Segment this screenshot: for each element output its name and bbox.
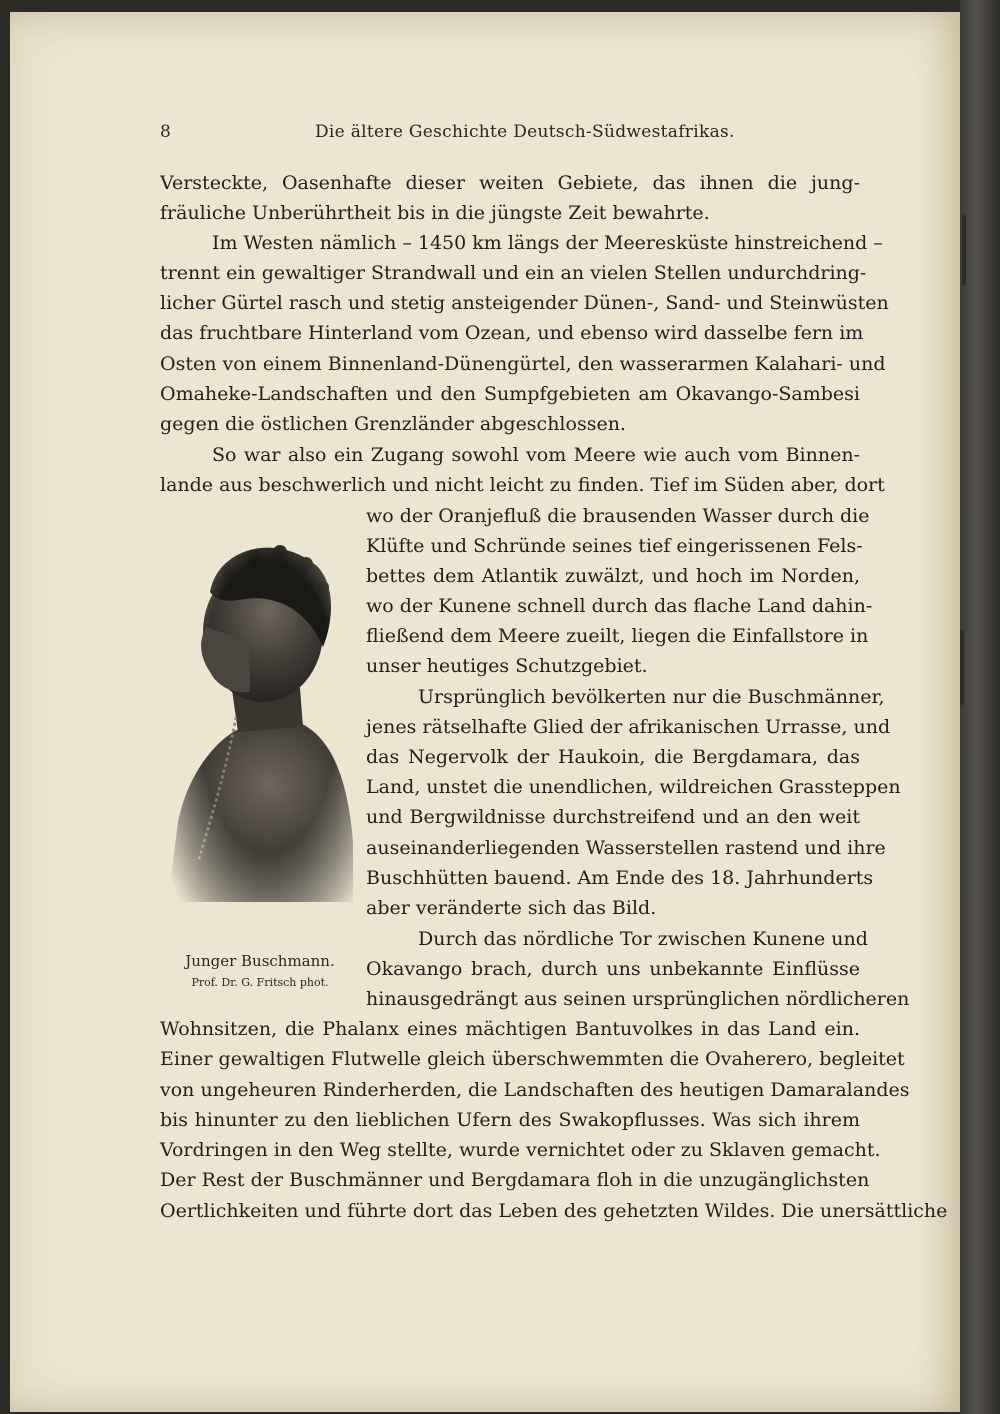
figure-credit: Prof. Dr. G. Fritsch phot. bbox=[191, 976, 329, 989]
text-line: unser heutiges Schutzgebiet. bbox=[366, 655, 648, 677]
book-spine-edge bbox=[960, 0, 1000, 1414]
text-line: Versteckte, Oasenhafte dieser weiten Gebiete, das ihnen die jung- bbox=[160, 172, 860, 194]
text-line: auseinanderliegenden Wasserstellen rastend und ihre bbox=[366, 837, 886, 859]
text-line: aber veränderte sich das Bild. bbox=[366, 897, 657, 919]
text-line: Land, unstet die unendlichen, wildreichen Grassteppen bbox=[366, 776, 901, 798]
text-line: Osten von einem Binnenland-Dünengürtel, den wasserarmen Kalahari- und bbox=[160, 353, 886, 375]
page-edge-mark bbox=[960, 630, 964, 705]
text-line: Okavango brach, durch uns unbekannte Einflüsse bbox=[366, 958, 860, 980]
text-line: wo der Kunene schnell durch das flache Land dahin- bbox=[366, 595, 873, 617]
text-line: gegen die östlichen Grenzländer abgeschlossen. bbox=[160, 413, 626, 435]
text-line: Buschhütten bauend. Am Ende des 18. Jahrhunderts bbox=[366, 867, 874, 889]
page-edge-mark bbox=[962, 215, 966, 285]
text-line: So war also ein Zugang sowohl vom Meere wie auch vom Binnen- bbox=[212, 444, 860, 466]
text-line: lande aus beschwerlich und nicht leicht zu finden. Tief im Süden aber, dort bbox=[160, 474, 885, 496]
text-line: fließend dem Meere zueilt, liegen die Einfallstore in bbox=[366, 625, 869, 647]
text-line: Durch das nördliche Tor zwischen Kunene und bbox=[418, 928, 868, 950]
text-line: wo der Oranjefluß die brausenden Wasser durch die bbox=[366, 505, 870, 527]
text-line: bettes dem Atlantik zuwälzt, und hoch im Norden, bbox=[366, 565, 860, 587]
text-line: das Negervolk der Haukoin, die Bergdamara, das bbox=[366, 746, 860, 768]
text-line: Im Westen nämlich – 1450 km längs der Meeresküste hinstreichend – bbox=[212, 232, 883, 254]
text-line: Wohnsitzen, die Phalanx eines mächtigen Bantuvolkes in das Land ein. bbox=[160, 1018, 860, 1040]
text-line: Einer gewaltigen Flutwelle gleich überschwemmten die Ovaherero, begleitet bbox=[160, 1048, 905, 1070]
text-line: von ungeheuren Rinderherden, die Landschaften des heutigen Damaralandes bbox=[160, 1079, 910, 1101]
text-line: licher Gürtel rasch und stetig ansteigender Dünen-, Sand- und Steinwüsten bbox=[160, 292, 889, 314]
text-line: jenes rätselhafte Glied der afrikanischen Urrasse, und bbox=[366, 716, 891, 738]
text-line: und Bergwildnisse durchstreifend und an den weit bbox=[366, 806, 860, 828]
text-line: das fruchtbare Hinterland vom Ozean, und ebenso wird dasselbe fern im bbox=[160, 322, 864, 344]
running-title: Die ältere Geschichte Deutsch-Südwestafrikas. bbox=[315, 122, 735, 142]
page-header bbox=[160, 122, 860, 148]
text-line: Oertlichkeiten und führte dort das Leben des gehetzten Wildes. Die unersättliche bbox=[160, 1200, 948, 1222]
portrait-photo bbox=[158, 522, 358, 932]
text-line: trennt ein gewaltiger Strandwall und ein an vielen Stellen undurchdring- bbox=[160, 262, 867, 284]
text-line: Klüfte und Schründe seines tief eingerissenen Fels- bbox=[366, 535, 863, 557]
text-line: Der Rest der Buschmänner und Bergdamara floh in die unzugänglichsten bbox=[160, 1169, 870, 1191]
text-line: Omaheke-Landschaften und den Sumpfgebieten am Okavango-Sambesi bbox=[160, 383, 860, 405]
text-line: hinausgedrängt aus seinen ursprünglichen nördlicheren bbox=[366, 988, 910, 1010]
text-line: Ursprünglich bevölkerten nur die Buschmänner, bbox=[418, 686, 885, 708]
text-line: bis hinunter zu den lieblichen Ufern des Swakopflusses. Was sich ihrem bbox=[160, 1109, 860, 1131]
text-line: Vordringen in den Weg stellte, wurde vernichtet oder zu Sklaven gemacht. bbox=[160, 1139, 881, 1161]
text-line: fräuliche Unberührtheit bis in die jüngste Zeit bewahrte. bbox=[160, 202, 710, 224]
figure-caption: Junger Buschmann. bbox=[185, 952, 335, 970]
page-number: 8 bbox=[160, 122, 171, 142]
